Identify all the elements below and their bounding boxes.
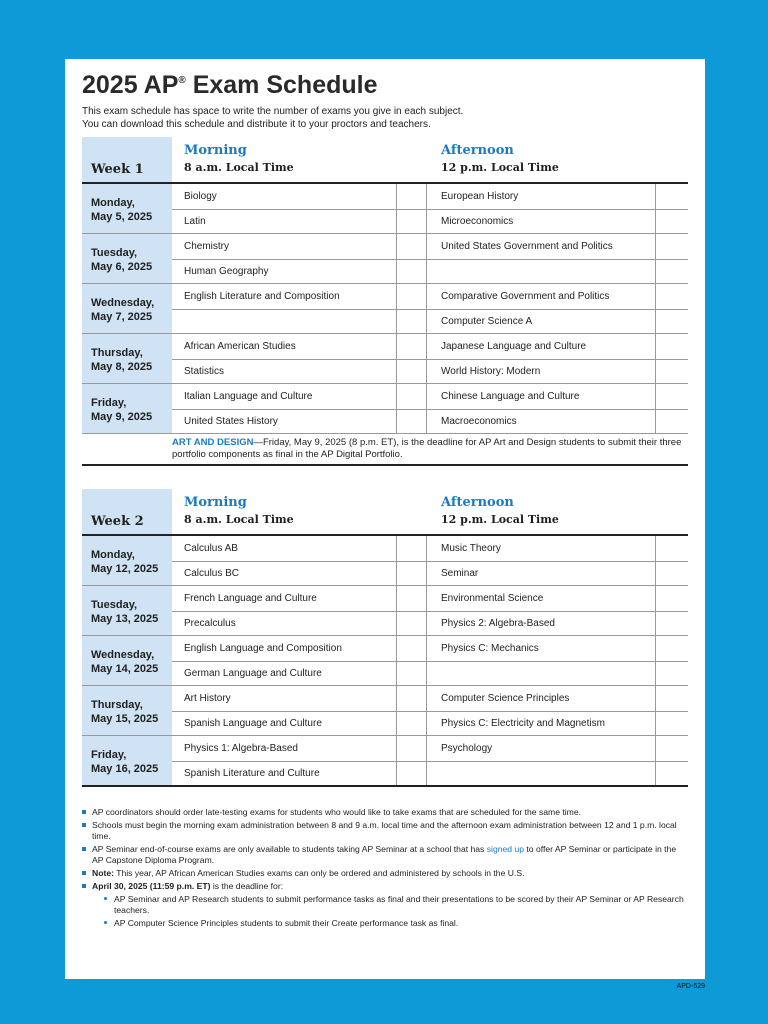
count-box-divider <box>426 736 427 785</box>
afternoon-exam: Computer Science Principles <box>441 693 570 704</box>
count-box-divider <box>655 636 656 685</box>
notes-list <box>82 807 688 931</box>
count-box-divider <box>655 334 656 383</box>
day-label: Friday, May 16, 2025 <box>91 749 159 775</box>
table-bottom-rule <box>82 464 688 466</box>
morning-exam: Precalculus <box>184 617 236 629</box>
afternoon-header: Afternoon 12 p.m. Local Time <box>441 143 559 174</box>
week-label-cell <box>82 137 172 182</box>
morning-exam: German Language and Culture <box>184 667 322 679</box>
row-divider <box>172 409 688 410</box>
morning-exam: Spanish Language and Culture <box>184 717 322 729</box>
day-label: Monday, May 5, 2025 <box>91 197 153 223</box>
note-item: AP coordinators should order late-testing exams for students who would like to take exams that are scheduled for the same time. <box>82 807 688 818</box>
day-cell <box>82 384 172 433</box>
morning-exam: Italian Language and Culture <box>184 391 313 402</box>
signed-up-link[interactable]: signed up <box>486 844 525 854</box>
row-divider <box>172 209 688 210</box>
morning-exam: African American Studies <box>184 341 296 352</box>
day-cell <box>82 636 172 685</box>
count-box-divider <box>396 334 397 383</box>
count-box-divider <box>396 234 397 283</box>
row-divider <box>172 761 688 762</box>
count-box-divider <box>655 686 656 735</box>
afternoon-exam: World History: Modern <box>441 365 541 377</box>
count-box-divider <box>655 536 656 585</box>
count-box-divider <box>396 284 397 333</box>
morning-exam: Latin <box>184 215 206 227</box>
afternoon-exam: Seminar <box>441 567 479 579</box>
intro-text: This exam schedule has space to write the number of exams you give in each subject. You can download this schedule and distribute it to your proctors and teachers. <box>82 106 464 130</box>
afternoon-exam: Macroeconomics <box>441 415 517 427</box>
morning-exam: Biology <box>184 191 217 202</box>
table-row <box>82 586 688 635</box>
table-row <box>82 234 688 283</box>
table-row <box>82 686 688 735</box>
day-label: Tuesday, May 13, 2025 <box>91 599 159 625</box>
week-label-cell <box>82 489 172 534</box>
morning-exam: Human Geography <box>184 265 269 277</box>
schedule-page <box>65 59 705 979</box>
count-box-divider <box>655 234 656 283</box>
day-cell <box>82 284 172 333</box>
day-cell <box>82 586 172 635</box>
day-cell <box>82 234 172 283</box>
afternoon-exam: European History <box>441 191 519 202</box>
row-divider <box>172 711 688 712</box>
afternoon-exam: Comparative Government and Politics <box>441 291 610 302</box>
morning-exam: Art History <box>184 693 231 704</box>
day-label: Friday, May 9, 2025 <box>91 397 153 423</box>
afternoon-exam: Computer Science A <box>441 315 533 327</box>
morning-exam: Calculus AB <box>184 543 238 554</box>
row-divider <box>172 611 688 612</box>
morning-header: Morning 8 a.m. Local Time <box>184 143 294 174</box>
count-box-divider <box>396 536 397 585</box>
row-divider <box>172 309 688 310</box>
note-item: Note: This year, AP African American Studies exams can only be ordered and administered by schools in the U.S. <box>82 868 688 879</box>
day-cell <box>82 536 172 585</box>
count-box-divider <box>426 334 427 383</box>
morning-exam: French Language and Culture <box>184 593 317 604</box>
morning-exam: English Language and Composition <box>184 643 342 654</box>
week-label: Week 2 <box>91 514 144 529</box>
count-box-divider <box>655 384 656 433</box>
day-divider <box>82 433 688 434</box>
table-row <box>82 334 688 383</box>
count-box-divider <box>426 536 427 585</box>
morning-exam: Spanish Literature and Culture <box>184 767 320 779</box>
table-row <box>82 184 688 233</box>
count-box-divider <box>426 234 427 283</box>
sub-note-item: AP Computer Science Principles students to submit their Create performance task as final. <box>82 918 688 929</box>
afternoon-exam: Physics C: Electricity and Magnetism <box>441 717 605 729</box>
art-design-note: ART AND DESIGN—Friday, May 9, 2025 (8 p.m. ET), is the deadline for AP Art and Design students to submit their three portfolio components as final in the AP Digital Portfolio. <box>172 437 682 460</box>
day-cell <box>82 686 172 735</box>
day-cell <box>82 736 172 785</box>
count-box-divider <box>655 284 656 333</box>
morning-header: Morning 8 a.m. Local Time <box>184 495 294 526</box>
count-box-divider <box>396 686 397 735</box>
count-box-divider <box>426 384 427 433</box>
document-code: APD-529 <box>676 983 705 990</box>
morning-exam: English Literature and Composition <box>184 291 340 302</box>
morning-exam: United States History <box>184 415 278 427</box>
table-row <box>82 536 688 585</box>
count-box-divider <box>396 384 397 433</box>
week-label: Week 1 <box>91 162 144 177</box>
morning-exam: Calculus BC <box>184 567 240 579</box>
table-row <box>82 636 688 685</box>
row-divider <box>172 661 688 662</box>
morning-exam: Chemistry <box>184 241 230 252</box>
count-box-divider <box>655 184 656 233</box>
day-label: Monday, May 12, 2025 <box>91 549 159 575</box>
count-box-divider <box>426 636 427 685</box>
count-box-divider <box>396 586 397 635</box>
row-divider <box>172 359 688 360</box>
afternoon-exam: Physics 2: Algebra-Based <box>441 617 555 629</box>
afternoon-exam: Environmental Science <box>441 593 544 604</box>
note-item: AP Seminar end-of-course exams are only available to students taking AP Seminar at a school that has signed up to offer AP Seminar or participate in the AP Capstone Diploma Program. <box>82 844 688 866</box>
afternoon-exam: Japanese Language and Culture <box>441 341 587 352</box>
count-box-divider <box>426 184 427 233</box>
table-row <box>82 736 688 785</box>
count-box-divider <box>426 686 427 735</box>
day-label: Tuesday, May 6, 2025 <box>91 247 153 273</box>
afternoon-exam: United States Government and Politics <box>441 241 613 252</box>
note-item: April 30, 2025 (11:59 p.m. ET) is the deadline for: <box>82 881 688 892</box>
count-box-divider <box>396 184 397 233</box>
day-label: Wednesday, May 7, 2025 <box>91 297 155 323</box>
day-label: Wednesday, May 14, 2025 <box>91 649 159 675</box>
count-box-divider <box>655 736 656 785</box>
afternoon-exam: Chinese Language and Culture <box>441 391 580 402</box>
morning-exam: Statistics <box>184 365 225 377</box>
row-divider <box>172 259 688 260</box>
count-box-divider <box>396 736 397 785</box>
day-label: Thursday, May 8, 2025 <box>91 347 153 373</box>
afternoon-header: Afternoon 12 p.m. Local Time <box>441 495 559 526</box>
count-box-divider <box>426 586 427 635</box>
day-cell <box>82 334 172 383</box>
count-box-divider <box>396 636 397 685</box>
day-cell <box>82 184 172 233</box>
afternoon-exam: Microeconomics <box>441 215 514 227</box>
table-row <box>82 384 688 433</box>
table-row <box>82 284 688 333</box>
afternoon-exam: Psychology <box>441 743 493 754</box>
sub-note-item: AP Seminar and AP Research students to submit performance tasks as final and their presentations to be scored by their AP Seminar or AP Research teachers. <box>82 894 688 916</box>
afternoon-exam: Music Theory <box>441 543 501 554</box>
row-divider <box>172 561 688 562</box>
day-label: Thursday, May 15, 2025 <box>91 699 159 725</box>
count-box-divider <box>426 284 427 333</box>
note-item: Schools must begin the morning exam administration between 8 and 9 a.m. local time and the afternoon exam administration between 12 and 1 p.m. local time. <box>82 820 688 842</box>
day-divider <box>82 785 688 787</box>
morning-exam: Physics 1: Algebra-Based <box>184 743 298 754</box>
page-title: 2025 AP® Exam Schedule <box>82 71 378 99</box>
count-box-divider <box>655 586 656 635</box>
afternoon-exam: Physics C: Mechanics <box>441 643 539 654</box>
